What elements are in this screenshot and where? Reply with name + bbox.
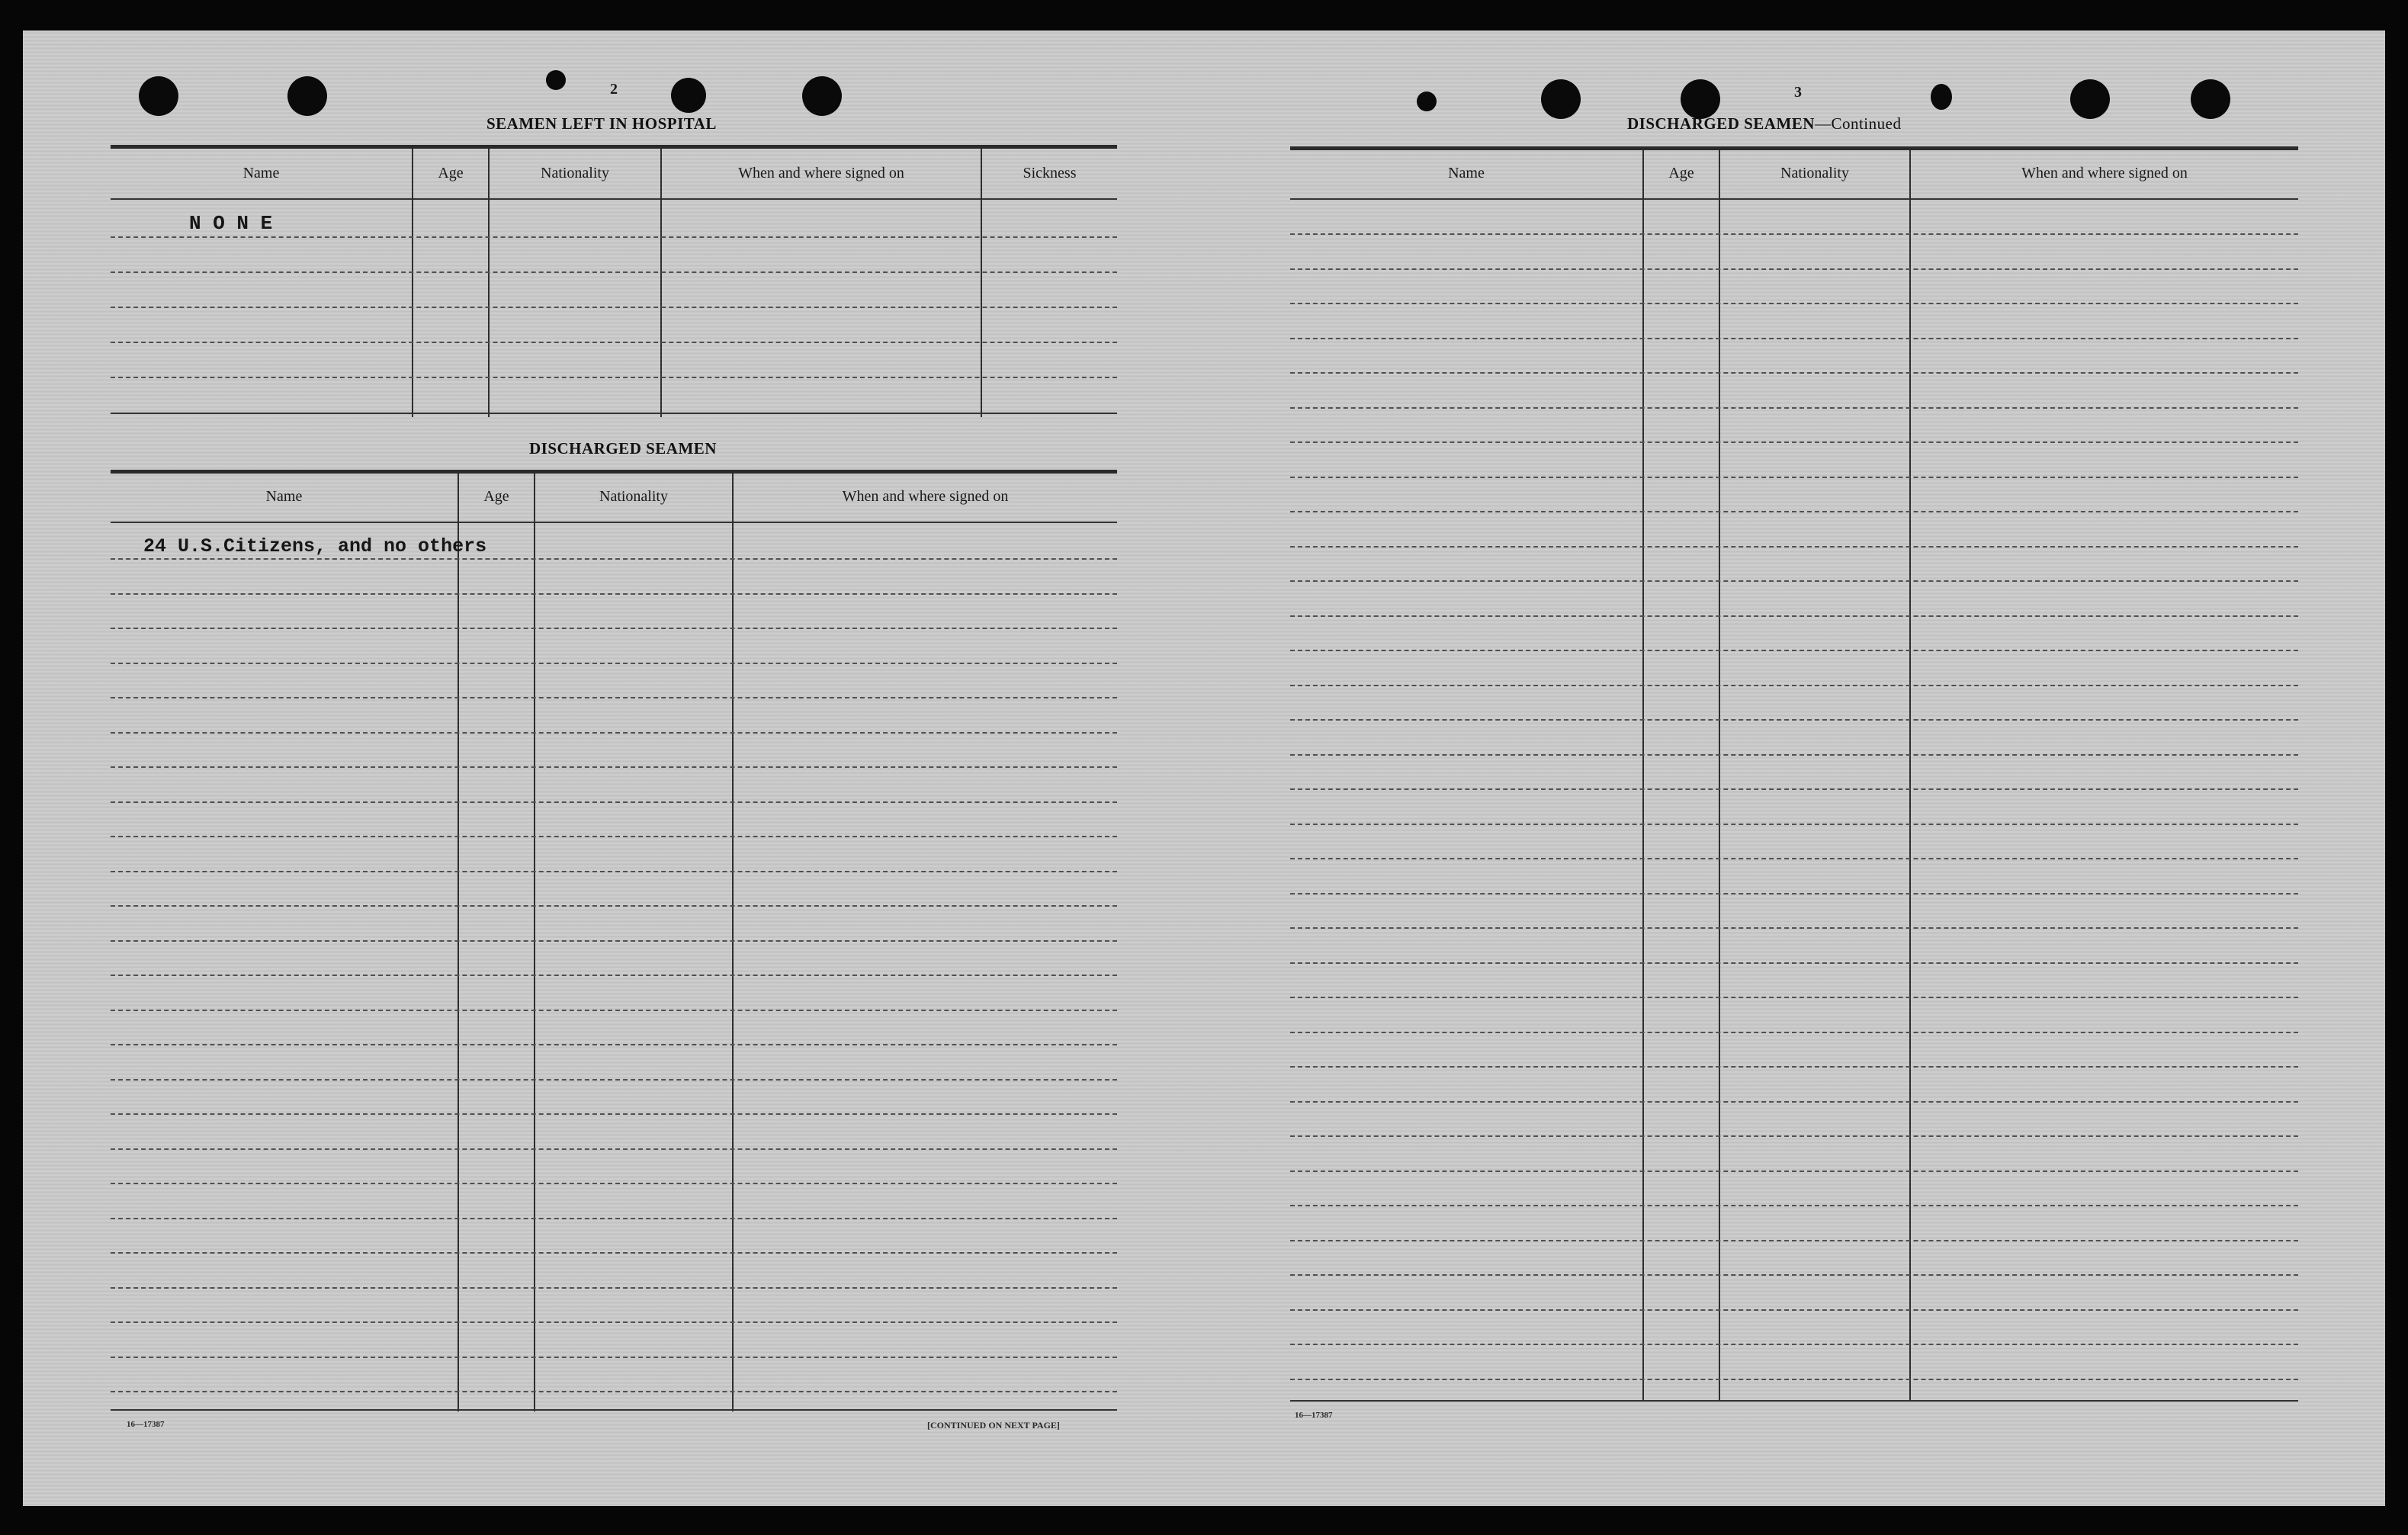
continued-note: [CONTINUED ON NEXT PAGE] — [927, 1420, 1060, 1431]
column-divider — [458, 474, 459, 1411]
row-line — [111, 271, 1117, 273]
row-line — [1290, 754, 2298, 756]
column-divider — [732, 474, 734, 1411]
row-line — [111, 1321, 1117, 1323]
column-divider — [534, 474, 535, 1411]
header-rule — [111, 522, 1117, 523]
row-line — [1290, 1101, 2298, 1103]
row-line — [1290, 1205, 2298, 1206]
row-line — [111, 1391, 1117, 1392]
row-line — [1290, 824, 2298, 825]
row-line — [111, 1148, 1117, 1150]
row-line — [1290, 927, 2298, 929]
row-line — [1290, 788, 2298, 790]
row-line — [1290, 893, 2298, 894]
row-line — [1290, 1240, 2298, 1241]
row-line — [1290, 580, 2298, 582]
top-rule — [111, 145, 1117, 149]
row-line — [111, 342, 1117, 343]
discharged-entry: 24 U.S.Citizens, and no others — [143, 535, 487, 557]
row-line — [1290, 268, 2298, 270]
row-line — [111, 307, 1117, 308]
punch-hole — [2191, 79, 2230, 119]
top-rule — [1290, 146, 2298, 150]
punch-hole — [1681, 79, 1720, 119]
punch-hole — [1541, 79, 1581, 119]
section-title-suffix: —Continued — [1814, 114, 1902, 133]
row-line — [111, 975, 1117, 976]
row-line — [111, 1218, 1117, 1219]
row-line — [1290, 1032, 2298, 1033]
column-header-nationality: Nationality — [541, 165, 609, 181]
row-line — [111, 1287, 1117, 1289]
punch-hole — [2070, 79, 2110, 119]
row-line — [111, 1079, 1117, 1081]
row-line — [111, 697, 1117, 698]
column-header-age: Age — [438, 165, 464, 181]
header-rule — [1290, 198, 2298, 200]
section-title: DISCHARGED SEAMEN — [529, 439, 717, 458]
section-title-main: DISCHARGED SEAMEN — [1627, 114, 1815, 133]
column-header-age: Age — [483, 488, 509, 505]
row-line — [111, 558, 1117, 560]
section-title: SEAMEN LEFT IN HOSPITAL — [486, 114, 717, 133]
punch-hole — [671, 78, 706, 113]
row-line — [1290, 511, 2298, 512]
row-line — [1290, 233, 2298, 235]
row-line — [1290, 685, 2298, 686]
row-line — [1290, 650, 2298, 651]
column-header-signed-on: When and where signed on — [842, 488, 1009, 505]
header-rule — [111, 198, 1117, 200]
row-line — [111, 732, 1117, 734]
column-header-nationality: Nationality — [599, 488, 668, 505]
row-line — [1290, 1171, 2298, 1172]
row-line — [111, 1357, 1117, 1358]
column-header-name: Name — [265, 488, 303, 505]
row-line — [111, 377, 1117, 378]
row-line — [1290, 1344, 2298, 1345]
row-line — [1290, 1135, 2298, 1137]
column-header-signed-on: When and where signed on — [2021, 165, 2188, 181]
row-line — [1290, 1274, 2298, 1276]
page-number: 2 — [610, 81, 618, 98]
row-line — [1290, 1066, 2298, 1068]
punch-hole — [1931, 84, 1952, 110]
form-number: 16—17387 — [1295, 1411, 1333, 1420]
row-line — [111, 1044, 1117, 1045]
punch-hole — [1417, 92, 1437, 111]
row-line — [1290, 1309, 2298, 1311]
row-line — [111, 1183, 1117, 1184]
row-line — [1290, 372, 2298, 374]
row-line — [1290, 442, 2298, 443]
row-line — [111, 593, 1117, 595]
punch-hole — [139, 76, 178, 116]
row-line — [1290, 1379, 2298, 1380]
bottom-rule — [1290, 1400, 2298, 1402]
form-number: 16—17387 — [127, 1420, 165, 1429]
row-line — [111, 766, 1117, 768]
row-line — [111, 663, 1117, 664]
row-line — [111, 628, 1117, 629]
row-line — [111, 236, 1117, 238]
punch-hole — [546, 70, 566, 90]
hospital-entry: N O N E — [189, 212, 273, 235]
row-line — [111, 1252, 1117, 1254]
top-rule — [111, 470, 1117, 474]
row-line — [111, 836, 1117, 837]
row-line — [1290, 546, 2298, 548]
row-line — [1290, 338, 2298, 339]
row-line — [111, 905, 1117, 907]
column-header-sickness: Sickness — [1023, 165, 1077, 181]
punch-hole — [287, 76, 327, 116]
row-line — [111, 940, 1117, 942]
row-line — [111, 1010, 1117, 1011]
column-header-age: Age — [1668, 165, 1694, 181]
row-line — [1290, 997, 2298, 998]
row-line — [111, 1113, 1117, 1115]
punch-hole — [802, 76, 842, 116]
row-line — [1290, 407, 2298, 409]
row-line — [1290, 858, 2298, 859]
column-header-name: Name — [242, 165, 280, 181]
row-line — [1290, 719, 2298, 721]
page-number: 3 — [1794, 84, 1802, 101]
column-header-nationality: Nationality — [1780, 165, 1849, 181]
row-line — [1290, 303, 2298, 304]
row-line — [1290, 962, 2298, 964]
section-title — [1627, 114, 1901, 133]
bottom-rule — [111, 1409, 1117, 1411]
row-line — [111, 801, 1117, 803]
row-line — [111, 871, 1117, 872]
row-line — [1290, 615, 2298, 617]
column-header-signed-on: When and where signed on — [738, 165, 904, 181]
ledger-sheet — [23, 31, 2385, 1506]
bottom-rule — [111, 413, 1117, 414]
column-header-name: Name — [1448, 165, 1485, 181]
row-line — [1290, 477, 2298, 478]
